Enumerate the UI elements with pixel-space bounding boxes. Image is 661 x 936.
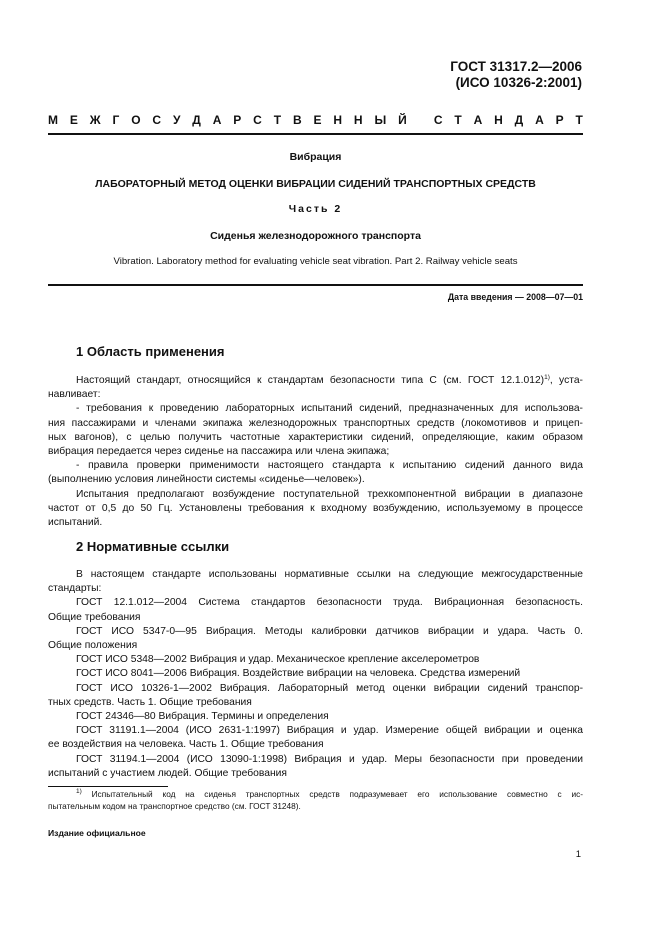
paragraph-line: вибрация передается через сиденье на пассажира или члена экипажа;: [48, 446, 390, 458]
reference-line: ГОСТ ИСО 10326-1—2002 Вибрация. Лабораторный метод оценки вибрации сидений транспор-: [76, 682, 583, 694]
gost-number: ГОСТ 31317.2—2006: [450, 59, 582, 74]
banner-letter: Н: [494, 113, 503, 127]
banner-letter: Е: [69, 113, 78, 127]
banner-letter: Г: [112, 113, 120, 127]
paragraph-line: ния пассажирами и членами экипажа железнодорожных транспортных средств (локомотивов и прицеп-: [48, 417, 583, 429]
reference-line: тных средств. Часть 1. Общие требования: [48, 696, 252, 708]
banner-letter: Т: [273, 113, 282, 127]
paragraph-line: (выполнению условия линейности системы «сиденье—человек»).: [48, 474, 365, 486]
banner-letter: М: [48, 113, 58, 127]
banner-letter: Д: [192, 113, 201, 127]
banner-letter: С: [253, 113, 262, 127]
footnote-marker: 1): [76, 788, 82, 795]
paragraph-line: - требования к проведению лабораторных испытаний сидений, предназначенных для использова-: [76, 403, 583, 415]
paragraph-line: - правила проверки применимости настоящего стандарта к испытанию сидений данного вида: [76, 460, 583, 472]
banner-letter: У: [172, 113, 181, 127]
english-title: Vibration. Laboratory method for evaluating vehicle seat vibration. Part 2. Railway vehicle seats: [113, 256, 518, 267]
paragraph-line: навливает:: [48, 389, 101, 401]
banner-letter: Ы: [374, 113, 387, 127]
banner-letter: А: [473, 113, 483, 127]
section-1-body: [48, 374, 583, 530]
reference-line: Общие требования: [48, 611, 141, 623]
main-title: ЛАБОРАТОРНЫЙ МЕТОД ОЦЕНКИ ВИБРАЦИИ СИДЕНИЙ ТРАНСПОРТНЫХ СРЕДСТВ: [95, 178, 536, 190]
banner-letter: Н: [353, 113, 363, 127]
document-code: [450, 59, 582, 91]
section-2-body: [48, 568, 583, 781]
reference-line: Общие положения: [48, 640, 138, 652]
footnote-ref: 1): [544, 374, 550, 381]
paragraph-line: испытаний.: [48, 517, 103, 529]
banner-letter: В: [292, 113, 302, 127]
introduction-date: Дата введения — 2008—07—01: [447, 292, 583, 302]
banner-letter: Е: [313, 113, 322, 127]
banner-letter: Т: [454, 113, 462, 127]
page-number: 1: [575, 849, 581, 860]
reference-line: ГОСТ 31191.1—2004 (ИСО 2631-1:1997) Вибрация и удар. Измерение общей вибрации и оценка: [76, 725, 583, 737]
paragraph-line: частот от 0,5 до 50 Гц. Установлены требования к входному возбуждению, используемому в процессе: [48, 502, 583, 514]
part-title: Часть 2: [288, 203, 343, 215]
paragraph-line: Испытания предполагают возбуждение поступательной трехкомпонентной вибрации в диапазоне: [76, 488, 583, 500]
reference-line: ГОСТ ИСО 8041—2006 Вибрация. Воздействие вибрации на человека. Средства измерений: [76, 668, 521, 680]
interstate-standard-banner: [48, 113, 583, 127]
banner-letter: А: [212, 113, 222, 127]
banner-letter: О: [131, 113, 141, 127]
date-rule: [48, 284, 583, 286]
paragraph-line: Настоящий стандарт, относящийся к стандартам безопасности типа С (см. ГОСТ 12.1.012)$^{1)}$, уста-: [76, 374, 583, 386]
subtitle: Сиденья железнодорожного транспорта: [210, 230, 421, 242]
banner-letter: С: [433, 113, 443, 127]
reference-line: ГОСТ ИСО 5348—2002 Вибрация и удар. Механическое крепление акселерометров: [76, 654, 480, 666]
banner-gap: [419, 113, 422, 127]
banner-letter: Н: [333, 113, 343, 127]
paragraph-line: В настоящем стандарте использованы нормативные ссылки на следующие межгосударственные: [76, 569, 583, 580]
footnote-line: пытательным кодом на транспортное средство (см. ГОСТ 31248).: [48, 801, 301, 812]
reference-line: ГОСТ 31194.1—2004 (ИСО 13090-1:1998) Вибрация и удар. Меры безопасности при проведении: [76, 753, 583, 765]
footnote-separator: [48, 786, 168, 787]
topic-title: Вибрация: [289, 151, 342, 163]
banner-rule: [48, 133, 583, 135]
banner-letter: А: [535, 113, 544, 127]
paragraph-line: стандарты:: [48, 583, 102, 595]
banner-letter: Д: [514, 113, 524, 127]
iso-number: (ИСО 10326-2:2001): [455, 75, 582, 90]
reference-line: ГОСТ 24346—80 Вибрация. Термины и определения: [76, 711, 329, 723]
banner-letter: Т: [575, 113, 583, 127]
banner-letter: Й: [398, 113, 407, 127]
footnote: [48, 788, 583, 813]
reference-line: ее воздействия на человека. Часть 1. Общие требования: [48, 739, 324, 751]
section-1-heading: 1 Область применения: [76, 344, 225, 359]
footnote-line: $^{1)}$ Испытательный код на сиденья транспортных средств подразумевает его использование совместно с ис-: [76, 788, 583, 799]
reference-line: ГОСТ ИСО 5347-0—95 Вибрация. Методы калибровки датчиков вибрации и удара. Часть 0.: [76, 625, 583, 637]
banner-letter: С: [152, 113, 162, 127]
paragraph-line: ных вагонов), с целью получить частотные характеристики сидений, определяющие, каким образом: [48, 431, 583, 443]
banner-letter: Ж: [89, 113, 101, 127]
banner-letter: Р: [233, 113, 242, 127]
reference-line: испытаний с участием людей. Общие требования: [48, 767, 287, 779]
reference-line: ГОСТ 12.1.012—2004 Система стандартов безопасности труда. Вибрационная безопасность.: [76, 597, 583, 609]
section-2-heading: 2 Нормативные ссылки: [76, 539, 230, 554]
edition-label: Издание официальное: [48, 828, 146, 838]
banner-letter: Р: [555, 113, 564, 127]
